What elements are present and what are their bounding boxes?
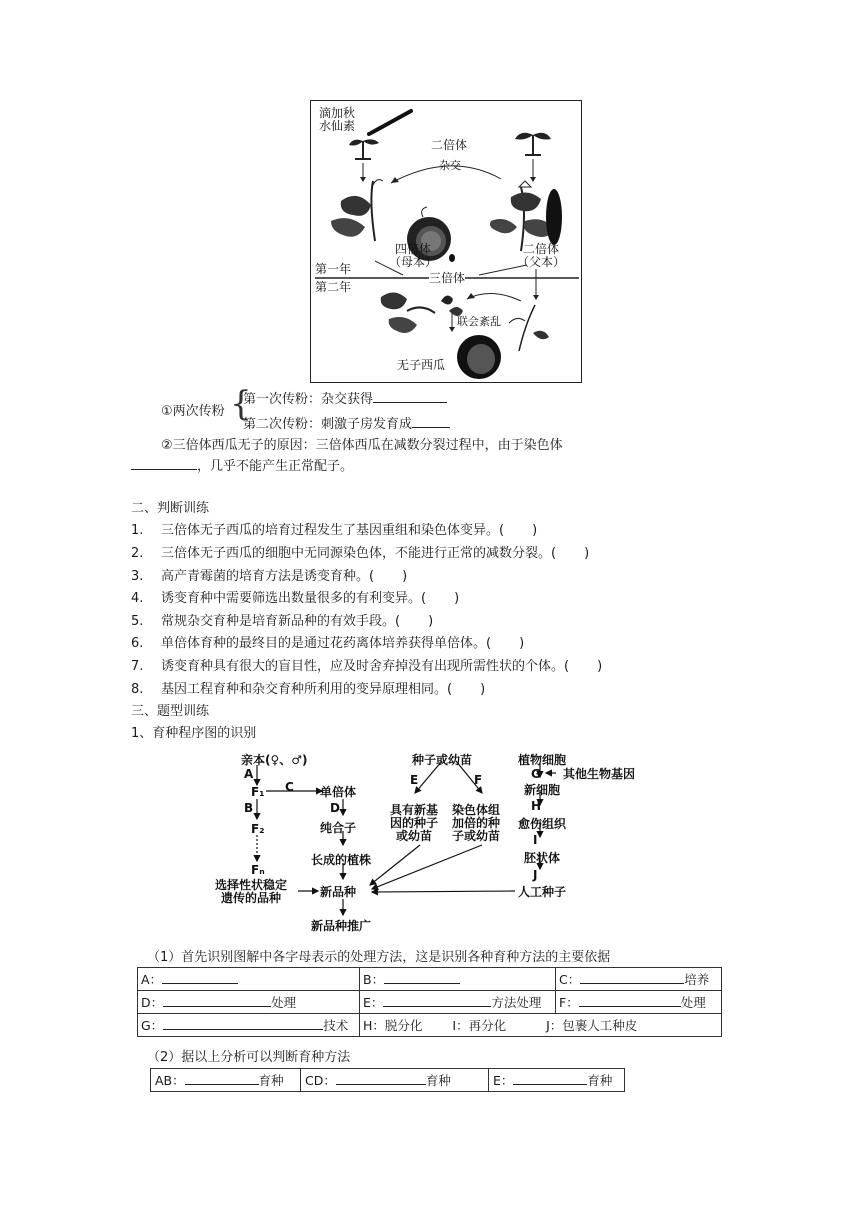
paren-close: ) xyxy=(519,636,525,651)
second-pollination-text: 第二次传粉：刺激子房发育成 xyxy=(243,417,413,432)
item-number: 6. xyxy=(131,636,144,651)
judgment-item-1 xyxy=(131,519,537,538)
label-j: J：包裹人工种皮 xyxy=(546,1018,638,1033)
label-a: A： xyxy=(141,972,163,987)
second-pollination xyxy=(243,413,450,432)
item-text: 诱变育种中需要筛选出数量很多的有利变异。( xyxy=(161,591,427,606)
label-i: I：再分化 xyxy=(452,1018,507,1033)
item-text: 基因工程育种和杂交育种所利用的变异原理相同。( xyxy=(161,682,453,697)
cell-a xyxy=(138,968,360,991)
paren-close: ) xyxy=(402,569,408,584)
step-c-label: C xyxy=(285,780,294,794)
new-gene-seed-node: 具有新基 因的种子 或幼苗 xyxy=(390,803,439,843)
item-number: 4. xyxy=(131,591,144,606)
promotion-node: 新品种推广 xyxy=(311,919,372,933)
cell-g xyxy=(138,1014,360,1037)
synapsis-label: 联会紊乱 xyxy=(457,315,501,328)
step-a-label: A xyxy=(244,767,254,781)
step-b-label: B xyxy=(244,801,254,815)
cell-d xyxy=(138,991,360,1014)
second-pollination-blank[interactable] xyxy=(412,414,450,428)
seed-seedling-node: 种子或幼苗 xyxy=(412,753,473,767)
suffix-e: 方法处理 xyxy=(491,995,542,1010)
first-pollination xyxy=(243,388,447,407)
paren-close: ) xyxy=(428,614,434,629)
label-c: C： xyxy=(559,972,581,987)
step-e-label: E xyxy=(410,773,419,787)
judgment-item-2 xyxy=(131,542,589,561)
blank-f[interactable] xyxy=(579,993,681,1007)
item-number: 7. xyxy=(131,659,144,674)
artificial-seed-node: 人工种子 xyxy=(518,885,567,899)
doubled-seed-node: 染色体组 加倍的种 子或幼苗 xyxy=(452,803,501,843)
suffix-g: 技术 xyxy=(323,1018,349,1033)
suffix-d: 处理 xyxy=(271,995,297,1010)
plant-cell-node: 植物细胞 xyxy=(518,753,567,767)
item-number: 8. xyxy=(131,682,144,697)
new-variety-node: 新品种 xyxy=(320,885,357,899)
callus-node: 愈伤组织 xyxy=(518,817,567,831)
other-genes-node: 其他生物基因 xyxy=(563,767,636,781)
cell-c xyxy=(556,968,722,991)
blank-a[interactable] xyxy=(162,970,238,984)
q1-table xyxy=(137,967,722,1037)
label-h: H：脱分化 xyxy=(363,1018,423,1033)
paren-close: ) xyxy=(597,659,603,674)
blank-e2[interactable] xyxy=(513,1071,587,1085)
first-year-label: 第一年 xyxy=(315,262,352,276)
suffix-ab: 育种 xyxy=(258,1073,284,1088)
judgment-item-8 xyxy=(131,678,485,697)
label-e: E： xyxy=(363,995,384,1010)
reason-line1: ②三倍体西瓜无子的原因：三倍体西瓜在减数分裂过程中，由于染色体 xyxy=(161,438,563,453)
f1-node: F₁ xyxy=(251,785,265,799)
q2-table xyxy=(150,1068,625,1092)
embryoid-node: 胚状体 xyxy=(524,851,561,865)
item-text: 三倍体无子西瓜的培育过程发生了基因重组和染色体变异。( xyxy=(161,523,505,538)
suffix-e2: 育种 xyxy=(587,1073,613,1088)
blank-c[interactable] xyxy=(580,970,684,984)
label-ab: AB： xyxy=(155,1073,185,1088)
stable-variety-node: 选择性状稳定 遗传的品种 xyxy=(215,878,288,905)
seedless-watermelon-label: 无子西瓜 xyxy=(397,358,446,372)
paren-close: ) xyxy=(480,682,486,697)
step-g-label: G xyxy=(531,767,541,781)
section3-title: 三、题型训练 xyxy=(131,704,210,719)
grown-plant-node: 长成的植株 xyxy=(311,853,372,867)
step-j-label: J xyxy=(533,868,538,882)
q1-prompt: （1）首先识别图解中各字母表示的处理方法，这是识别各种育种方法的主要依据 xyxy=(147,950,611,965)
cell-e2 xyxy=(489,1069,625,1092)
cross-label: 杂交 xyxy=(439,159,461,172)
item-text: 诱变育种具有很大的盲目性，应及时舍弃掉没有出现所需性状的个体。( xyxy=(161,659,570,674)
cell-hij xyxy=(360,1014,722,1037)
new-cell-node: 新细胞 xyxy=(524,783,561,797)
first-pollination-text: 第一次传粉：杂交获得 xyxy=(243,392,374,407)
first-pollination-blank[interactable] xyxy=(373,389,447,403)
pollination-brace: { xyxy=(230,384,252,424)
reason-line2 xyxy=(131,455,353,474)
judgment-item-7 xyxy=(131,655,602,674)
judgment-item-6 xyxy=(131,632,524,651)
cell-b xyxy=(360,968,556,991)
blank-e[interactable] xyxy=(383,993,491,1007)
blank-b[interactable] xyxy=(384,970,460,984)
label-e2: E： xyxy=(493,1073,514,1088)
step-f-label: F xyxy=(474,773,483,787)
q2-prompt: （2）据以上分析可以判断育种方法 xyxy=(147,1050,351,1065)
label-g: G： xyxy=(141,1018,164,1033)
paren-close: ) xyxy=(454,591,460,606)
step-i-label: I xyxy=(533,833,538,847)
item-number: 1. xyxy=(131,523,144,538)
suffix-c: 培养 xyxy=(684,972,710,987)
label-cd: CD： xyxy=(305,1073,336,1088)
tetraploid-label: 四倍体 （母本） xyxy=(389,242,438,269)
label-f: F： xyxy=(559,995,579,1010)
cell-f xyxy=(556,991,722,1014)
haploid-node: 单倍体 xyxy=(320,785,357,799)
step-d-label: D xyxy=(330,801,340,815)
blank-cd[interactable] xyxy=(336,1071,426,1085)
blank-ab[interactable] xyxy=(185,1071,259,1085)
item-number: 3. xyxy=(131,569,144,584)
judgment-item-4 xyxy=(131,587,459,606)
judgment-item-3 xyxy=(131,565,407,584)
step-h-label: H xyxy=(531,799,542,813)
colchicine-label: 滴加秋 水仙素 xyxy=(319,106,356,133)
diploid-top-label: 二倍体 xyxy=(431,138,468,152)
parents-node: 亲本(♀、♂) xyxy=(241,753,308,767)
item-text: 三倍体无子西瓜的细胞中无同源染色体，不能进行正常的减数分裂。( xyxy=(161,546,557,561)
triploid-label: 三倍体 xyxy=(429,271,466,285)
section3-subtitle: 1、育种程序图的识别 xyxy=(131,726,257,741)
diploid-father-label: 二倍体 （父本） xyxy=(517,242,566,269)
cell-ab xyxy=(151,1069,301,1092)
item-text: 单倍体育种的最终目的是通过花药离体培养获得单倍体。( xyxy=(161,636,492,651)
reason-line2-text: ，几乎不能产生正常配子。 xyxy=(197,459,354,474)
item-text: 高产青霉菌的培育方法是诱变育种。( xyxy=(161,569,375,584)
second-year-label: 第二年 xyxy=(315,280,352,294)
judgment-item-5 xyxy=(131,610,433,629)
item-text: 常规杂交育种是培育新品种的有效手段。( xyxy=(161,614,401,629)
blank-g[interactable] xyxy=(163,1016,323,1030)
label-d: D： xyxy=(141,995,164,1010)
blank-d[interactable] xyxy=(163,993,271,1007)
cell-e xyxy=(360,991,556,1014)
fn-node: Fₙ xyxy=(251,863,265,877)
suffix-cd: 育种 xyxy=(425,1073,451,1088)
section2-title: 二、判断训练 xyxy=(131,501,210,516)
homozygote-node: 纯合子 xyxy=(320,821,357,835)
label-b: B： xyxy=(363,972,385,987)
paren-close: ) xyxy=(532,523,538,538)
cell-cd xyxy=(301,1069,489,1092)
item-number: 2. xyxy=(131,546,144,561)
pollination-prefix: ①两次传粉 xyxy=(161,404,225,419)
watermelon-figure xyxy=(310,100,582,383)
paren-close: ) xyxy=(584,546,590,561)
suffix-f: 处理 xyxy=(680,995,706,1010)
f2-node: F₂ xyxy=(251,822,265,836)
reason-blank[interactable] xyxy=(131,456,197,470)
item-number: 5. xyxy=(131,614,144,629)
